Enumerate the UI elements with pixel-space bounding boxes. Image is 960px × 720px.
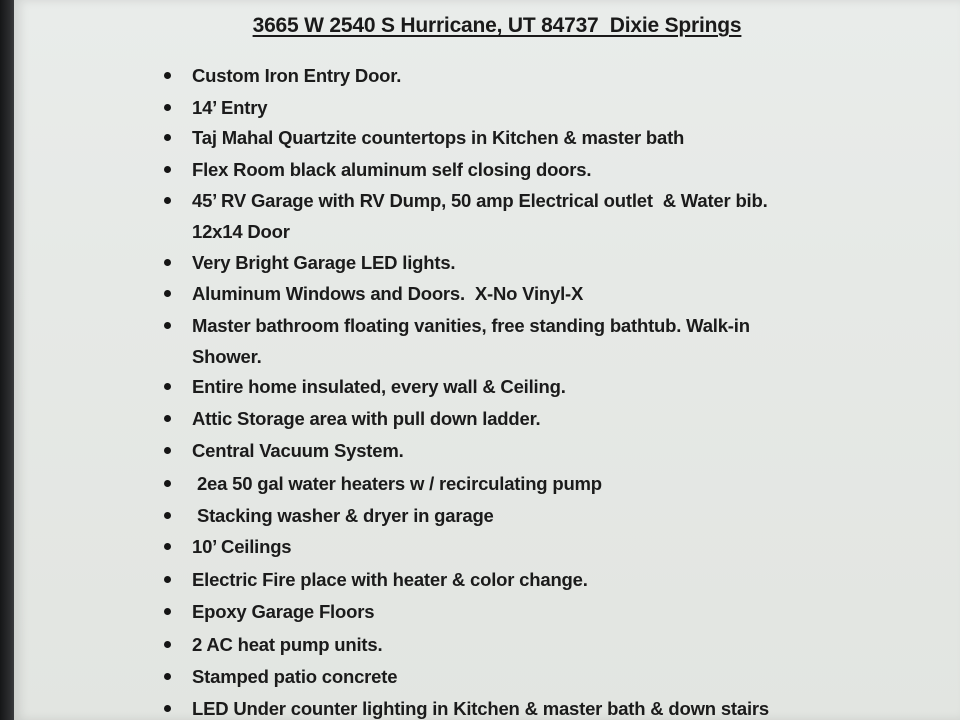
bullet-icon (164, 576, 171, 583)
background-edge (0, 0, 14, 720)
feature-text: Taj Mahal Quartzite countertops in Kitchen & master bath (192, 127, 685, 148)
bullet-icon (164, 72, 171, 79)
bullet-icon (164, 415, 171, 422)
feature-text: LED Under counter lighting in Kitchen & master bath & down stairs (192, 698, 769, 719)
feature-text: 2ea 50 gal water heaters w / recirculating pump (192, 473, 602, 494)
bullet-icon (164, 673, 171, 680)
document-title: 3665 W 2540 S Hurricane, UT 84737 Dixie Springs (252, 14, 742, 37)
bullet-icon (164, 134, 171, 141)
feature-text: Entire home insulated, every wall & Ceiling. (192, 376, 566, 397)
bullet-icon (164, 383, 171, 390)
bullet-icon (164, 705, 171, 712)
bullet-icon (164, 197, 171, 204)
bullet-icon (164, 512, 171, 519)
bullet-icon (164, 608, 171, 615)
bullet-icon (164, 480, 171, 487)
feature-text: 10’ Ceilings (192, 536, 292, 557)
bullet-icon (164, 104, 171, 111)
feature-text: Epoxy Garage Floors (192, 601, 375, 622)
feature-text: 14’ Entry (192, 97, 268, 118)
feature-text: 45’ RV Garage with RV Dump, 50 amp Electrical outlet & Water bib. 12x14 Door (192, 190, 768, 242)
bullet-icon (164, 543, 171, 550)
feature-text: Central Vacuum System. (192, 440, 404, 461)
feature-text: Attic Storage area with pull down ladder. (192, 408, 541, 429)
paper-sheet (14, 0, 960, 720)
feature-text: Stamped patio concrete (192, 666, 398, 687)
bullet-icon (164, 166, 171, 173)
bullet-icon (164, 259, 171, 266)
feature-text: Custom Iron Entry Door. (192, 65, 402, 86)
feature-text: 2 AC heat pump units. (192, 634, 383, 655)
feature-text: Flex Room black aluminum self closing doors. (192, 159, 592, 180)
bullet-icon (164, 322, 171, 329)
feature-text: Aluminum Windows and Doors. X-No Vinyl-X (192, 283, 584, 304)
bullet-icon (164, 641, 171, 648)
feature-text: Master bathroom floating vanities, free standing bathtub. Walk-in Shower. (192, 315, 750, 367)
feature-text: Electric Fire place with heater & color change. (192, 569, 588, 590)
bullet-icon (164, 447, 171, 454)
feature-text: Very Bright Garage LED lights. (192, 252, 456, 273)
feature-text: Stacking washer & dryer in garage (192, 505, 494, 526)
bullet-icon (164, 290, 171, 297)
